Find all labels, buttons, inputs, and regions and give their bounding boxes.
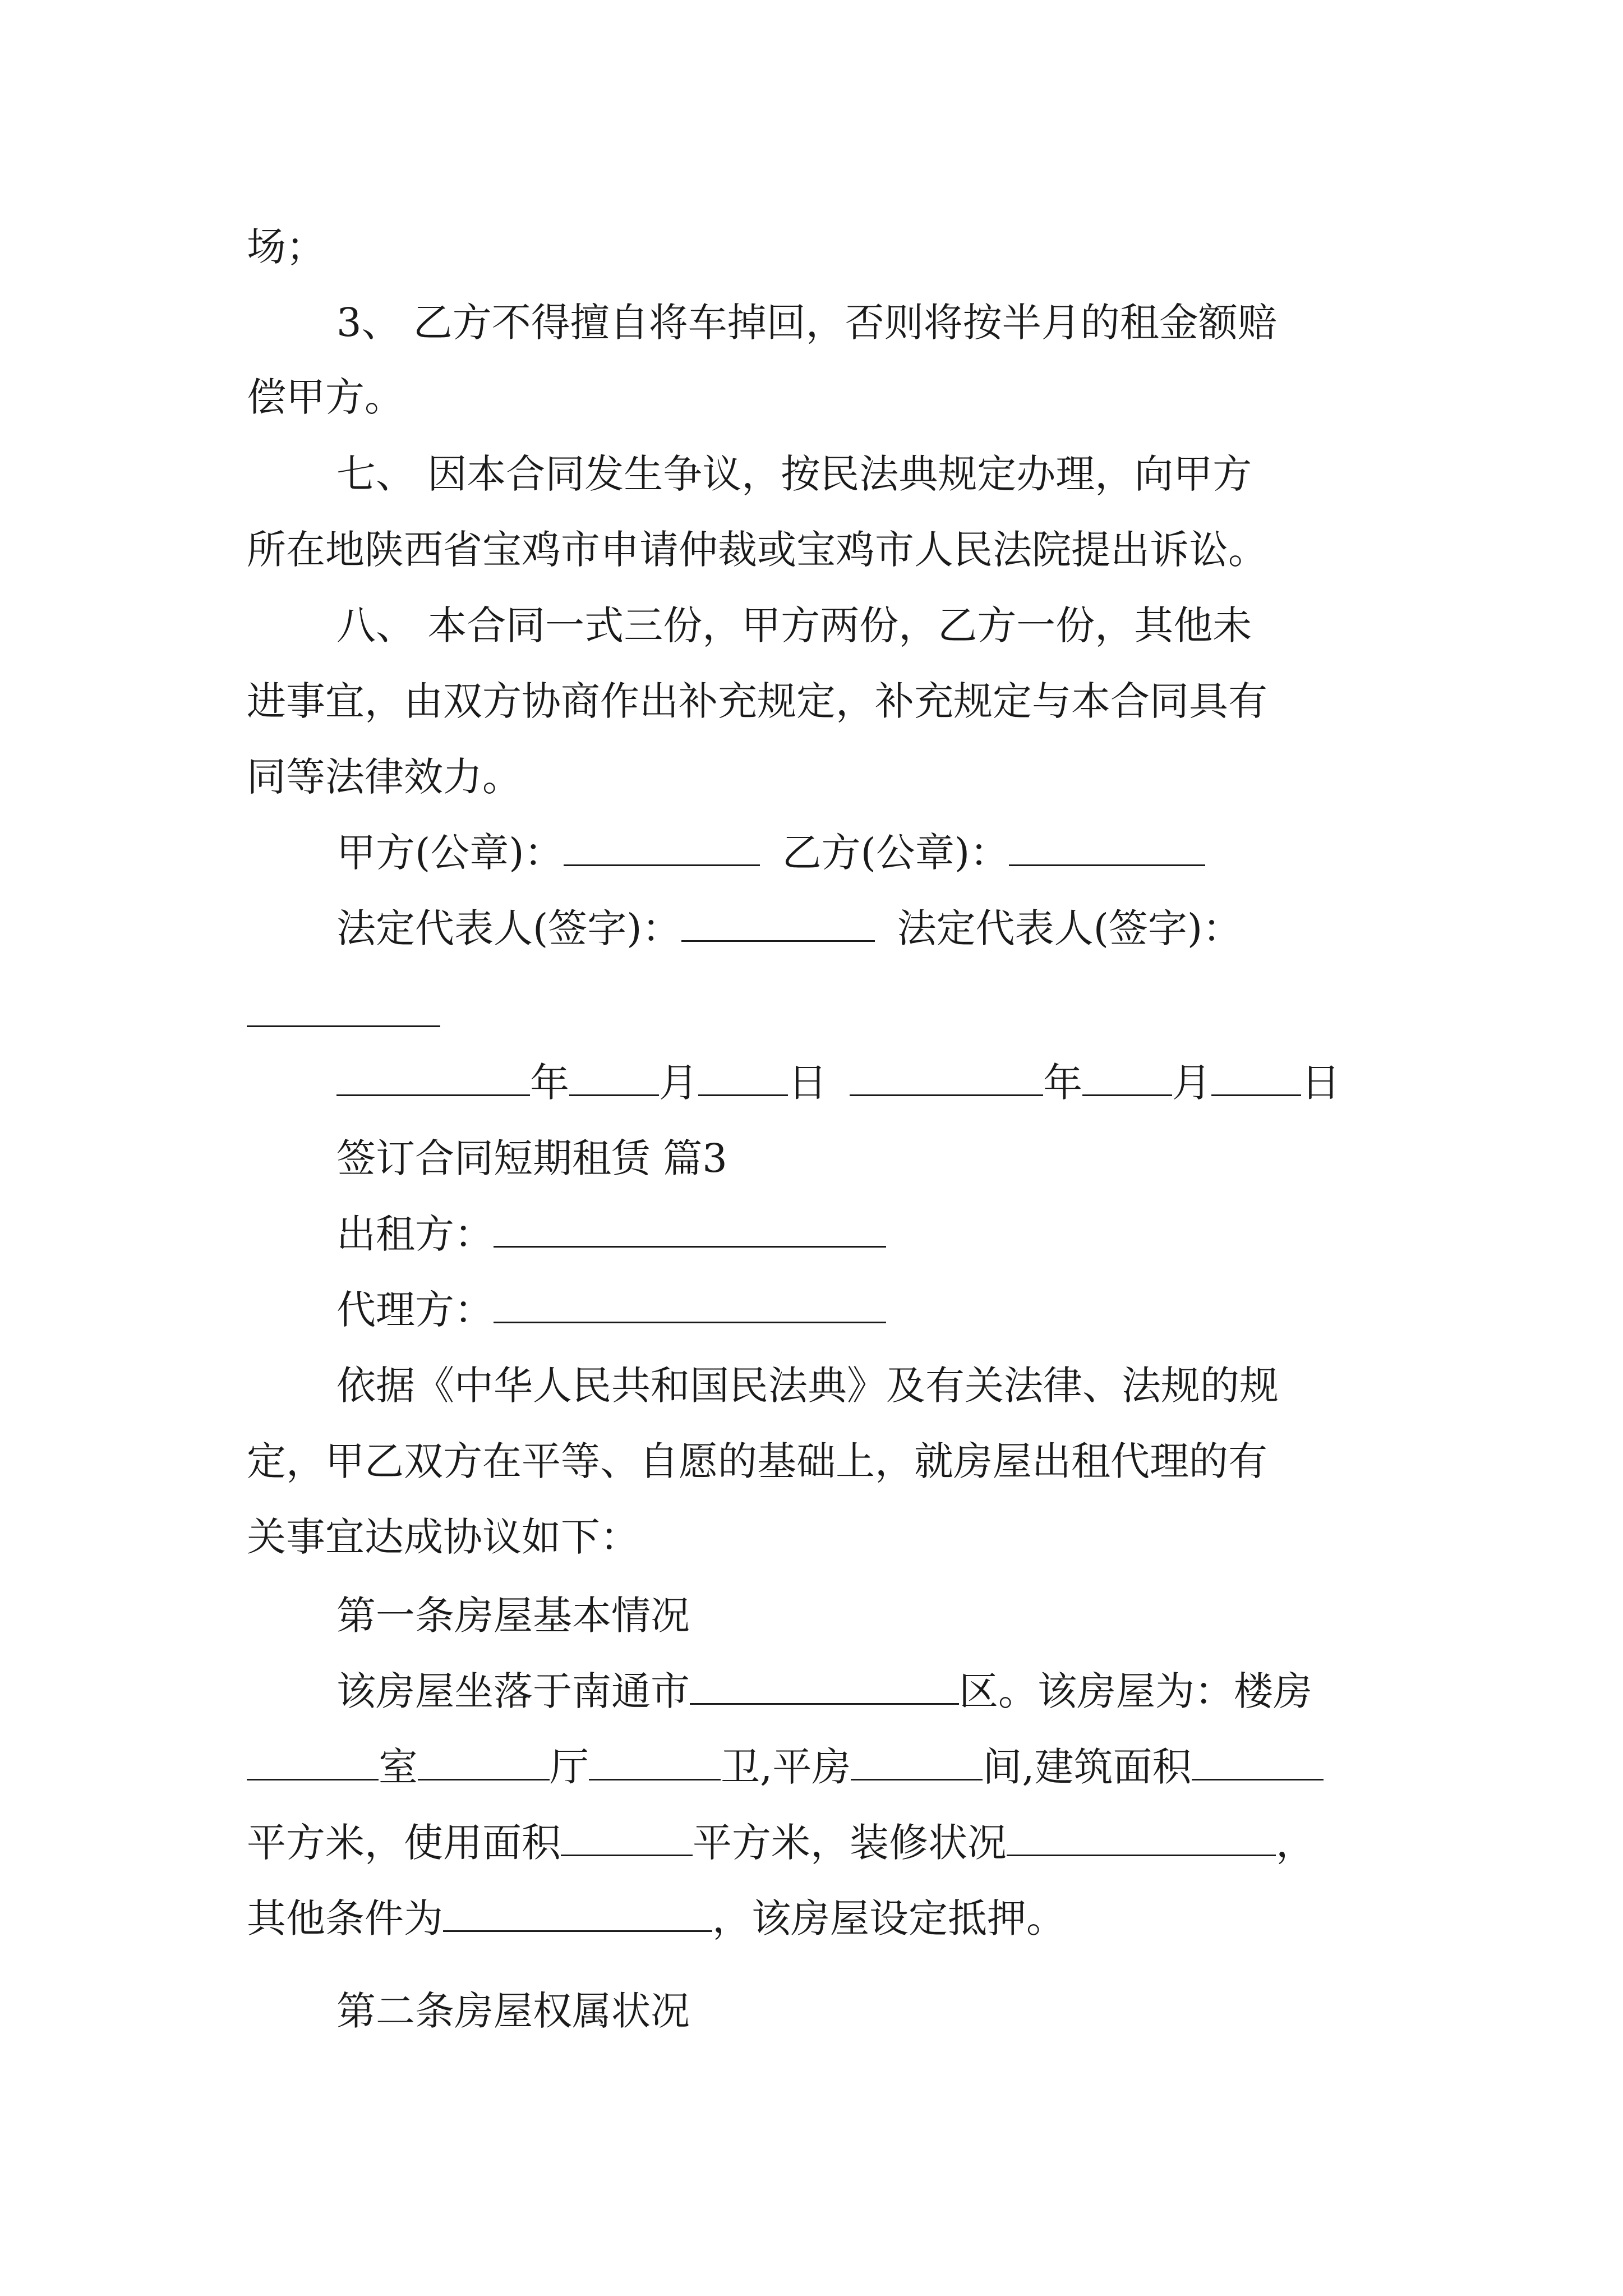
agent-blank [494, 1288, 886, 1323]
text-line: 进事宜，由双方协商作出补充规定，补充规定与本合同具有 [247, 679, 1267, 724]
bungalow-blank [851, 1745, 983, 1780]
decoration-blank [1007, 1821, 1276, 1856]
date-line [336, 1060, 1385, 1105]
party-a-seal-label: 甲方(公章)： [336, 830, 564, 875]
day-label: 日 [1301, 1060, 1340, 1105]
room-line [247, 1745, 1385, 1789]
usable-area-label: 平方米，使用面积 [247, 1820, 561, 1865]
location-line [336, 1669, 1385, 1714]
clause-3: 3、 乙方不得擅自将车掉回，否则将按半月的租金额赔 [336, 300, 1277, 345]
mortgage-text: ，该房屋设定抵押。 [712, 1896, 1066, 1941]
party-b-seal-label: 乙方(公章)： [782, 830, 1009, 875]
decoration-label: 平方米，装修状况 [693, 1820, 1007, 1865]
party-a-rep-label: 法定代表人(签字)： [336, 906, 681, 951]
hall-label: 厅 [550, 1745, 589, 1789]
party-a-rep-blank [681, 907, 875, 942]
day-label: 日 [788, 1060, 827, 1105]
date-a-month-blank [569, 1061, 659, 1096]
lessor-blank [494, 1212, 886, 1248]
usable-area-blank [561, 1821, 693, 1856]
text-line: 偿甲方。 [247, 375, 404, 420]
party-a-seal-blank [564, 831, 760, 866]
baths-blank [589, 1745, 721, 1780]
text-line: 关事宜达成协议如下： [247, 1515, 639, 1559]
text-line: 场； [247, 224, 325, 269]
date-b-year-blank [850, 1061, 1043, 1096]
seal-line [336, 830, 1385, 875]
date-b-day-blank [1211, 1061, 1301, 1096]
building-area-blank [1192, 1745, 1324, 1780]
date-a-day-blank [698, 1061, 788, 1096]
comma: ， [1276, 1820, 1315, 1865]
clause-seven: 七、 因本合同发生争议，按民法典规定办理，向甲方 [336, 452, 1252, 496]
lessor-line [336, 1212, 1385, 1257]
area-line [247, 1820, 1385, 1865]
article-one-title: 第一条房屋基本情况 [336, 1593, 690, 1638]
signature-line [336, 906, 1385, 951]
clause-eight: 八、 本合同一式三份，甲方两份，乙方一份，其他未 [336, 603, 1252, 648]
bath-label: 卫,平房 [721, 1745, 851, 1789]
article-two-title: 第二条房屋权属状况 [336, 1989, 690, 2033]
building-type-label: 区。该房屋为：楼房 [959, 1669, 1312, 1714]
month-label: 月 [659, 1060, 698, 1105]
text-line: 定，甲乙双方在平等、自愿的基础上，就房屋出租代理的有 [247, 1439, 1267, 1484]
section-heading: 签订合同短期租赁 篇3 [336, 1136, 727, 1181]
party-b-rep-label: 法定代表人(签字)： [897, 906, 1242, 951]
party-b-rep-blank [247, 1025, 440, 1027]
year-label: 年 [530, 1060, 569, 1105]
preamble-line: 依据《中华人民共和国民法典》及有关法律、法规的规 [336, 1363, 1279, 1408]
room-label: 室 [379, 1745, 418, 1789]
location-label: 该房屋坐落于南通市 [336, 1669, 690, 1714]
text-line: 所在地陕西省宝鸡市申请仲裁或宝鸡市人民法院提出诉讼。 [247, 527, 1267, 572]
conditions-blank [443, 1897, 712, 1932]
year-label: 年 [1043, 1060, 1082, 1105]
agent-line [336, 1287, 1385, 1332]
month-label: 月 [1172, 1060, 1211, 1105]
date-b-month-blank [1082, 1061, 1172, 1096]
halls-blank [418, 1745, 550, 1780]
conditions-label: 其他条件为 [247, 1896, 443, 1941]
district-blank [690, 1669, 959, 1705]
conditions-line [247, 1896, 1385, 1941]
party-b-seal-blank [1009, 831, 1205, 866]
text-line: 同等法律效力。 [247, 754, 522, 799]
area-label: 间,建筑面积 [983, 1745, 1192, 1789]
rooms-blank [247, 1745, 379, 1780]
lessor-label: 出租方： [336, 1212, 494, 1257]
agent-label: 代理方： [336, 1287, 494, 1332]
date-a-year-blank [336, 1061, 530, 1096]
